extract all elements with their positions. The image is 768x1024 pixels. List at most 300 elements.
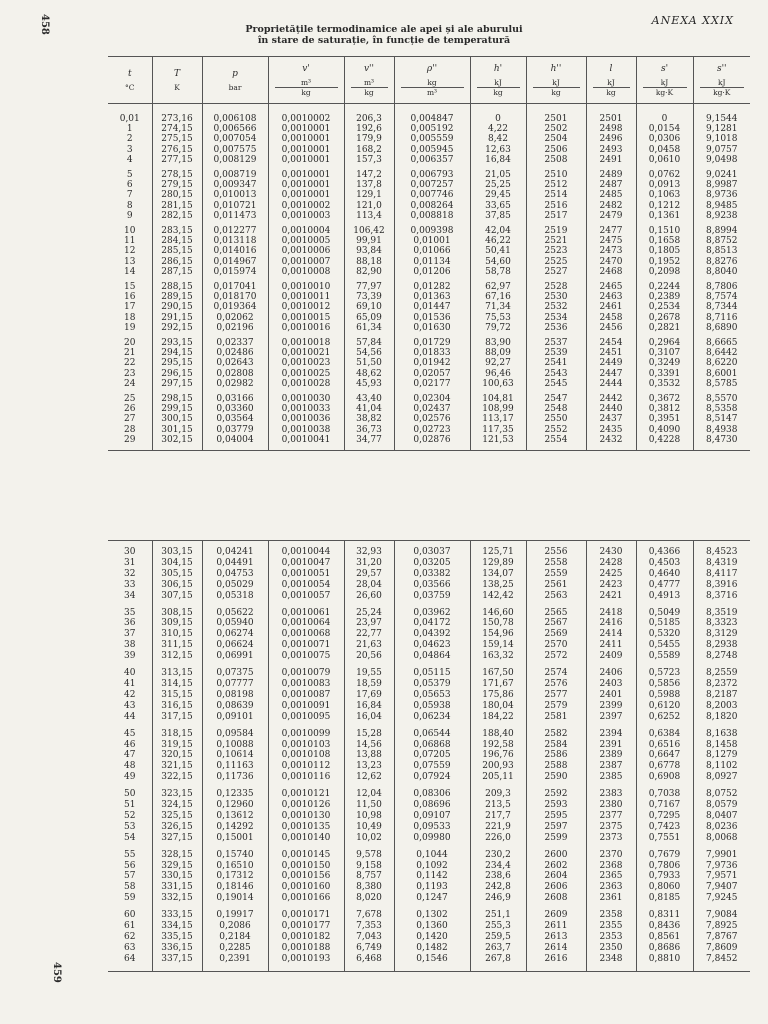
table-row xyxy=(108,701,750,712)
table-cell: 0,16510 xyxy=(202,861,268,872)
table-cell: 294,15 xyxy=(152,348,202,358)
table-cell: 0,0010075 xyxy=(268,651,344,662)
table-cell: 17,69 xyxy=(344,690,394,701)
table-cell: 2590 xyxy=(526,772,586,783)
table-cell: 0,0010193 xyxy=(268,954,344,965)
table-cell: 2517 xyxy=(526,211,586,221)
table-cell: 2487 xyxy=(586,180,636,190)
table-cell: 2599 xyxy=(526,833,586,844)
table-cell: 0,19014 xyxy=(202,893,268,904)
table-cell: 0,007257 xyxy=(394,180,470,190)
table-cell: 0,2389 xyxy=(636,292,693,302)
table-cell: 2355 xyxy=(586,921,636,932)
table-cell: 0,2098 xyxy=(636,267,693,277)
table-cell: 0,0010001 xyxy=(268,145,344,155)
table-cell: 117,35 xyxy=(470,425,526,435)
table-cell: 2440 xyxy=(586,404,636,414)
table-cell: 50 xyxy=(124,789,136,800)
table-cell: 273,16 xyxy=(152,114,202,124)
table-cell: 306,15 xyxy=(152,580,202,591)
table-cell: 2456 xyxy=(586,323,636,333)
table-row xyxy=(108,750,750,761)
table-cell: 2403 xyxy=(586,679,636,690)
table-cell: 0,0010156 xyxy=(268,871,344,882)
table-cell: 0,1482 xyxy=(394,943,470,954)
table-cell: 0,1247 xyxy=(394,893,470,904)
table-cell: 0,009347 xyxy=(202,180,268,190)
table-cell: 284,15 xyxy=(152,236,202,246)
table-cell: 2361 xyxy=(586,893,636,904)
table-cell: 14 xyxy=(124,266,136,277)
table-cell: 20 xyxy=(124,338,136,349)
table-cell: 2451 xyxy=(586,348,636,358)
table-cell: 60 xyxy=(124,910,136,921)
table-cell: 14,56 xyxy=(344,740,394,751)
table-cell: 6 xyxy=(126,180,133,191)
table-cell: 46,22 xyxy=(470,236,526,246)
table-cell: 2584 xyxy=(526,740,586,751)
table-cell: 8,5358 xyxy=(693,404,750,414)
table-cell: 0,06274 xyxy=(202,629,268,640)
table-cell: 206,3 xyxy=(344,114,394,124)
table-row xyxy=(108,789,750,800)
table-cell: 7,8452 xyxy=(693,954,750,965)
table-cell: 274,15 xyxy=(152,124,202,134)
table-cell: 7,9901 xyxy=(693,850,750,861)
table-cell: 0,4228 xyxy=(636,435,693,445)
table-cell: 323,15 xyxy=(152,789,202,800)
column-unit xyxy=(527,78,586,97)
table-cell: 328,15 xyxy=(152,850,202,861)
table-title-line-1: Proprietățile termodinamice ale apei și ale aburului xyxy=(245,24,523,35)
table-cell: 0,08306 xyxy=(394,789,470,800)
table-cell: 0,0010182 xyxy=(268,932,344,943)
table-cell: 63 xyxy=(124,942,136,953)
table-cell: 6,468 xyxy=(344,954,394,965)
table-cell: 8,2559 xyxy=(693,668,750,679)
table-row xyxy=(108,772,750,783)
table-row xyxy=(108,910,750,921)
table-row xyxy=(108,292,750,302)
table-cell: 2537 xyxy=(526,338,586,348)
table-cell: 38,82 xyxy=(344,414,394,424)
table-cell: 12,62 xyxy=(344,772,394,783)
table-row xyxy=(108,569,750,580)
table-cell: 0,5049 xyxy=(636,608,693,619)
table-cell: 2421 xyxy=(586,591,636,602)
table-cell: 10,98 xyxy=(344,811,394,822)
table-cell: 0,15740 xyxy=(202,850,268,861)
table-cell: 0 xyxy=(470,114,526,124)
table-cell: 8,0236 xyxy=(693,822,750,833)
table-cell: 0,005192 xyxy=(394,124,470,134)
table-cell: 0,8810 xyxy=(636,954,693,965)
table-cell: 0,04392 xyxy=(394,629,470,640)
table-cell: 2600 xyxy=(526,850,586,861)
column-unit xyxy=(637,78,693,97)
table-cell: 0,01066 xyxy=(394,246,470,256)
table-cell: 0,0010008 xyxy=(268,267,344,277)
table-cell: 41,04 xyxy=(344,404,394,414)
table-cell: 259,5 xyxy=(470,932,526,943)
table-cell: 0,1420 xyxy=(394,932,470,943)
table-cell: 2442 xyxy=(586,394,636,404)
table-cell: 21,05 xyxy=(470,170,526,180)
table-row xyxy=(108,558,750,569)
table-cell: 0,05379 xyxy=(394,679,470,690)
table-cell: 0,02643 xyxy=(202,358,268,368)
table-row xyxy=(108,712,750,723)
table-cell: 2567 xyxy=(526,618,586,629)
table-cell: 2363 xyxy=(586,882,636,893)
table-cell: 159,14 xyxy=(470,640,526,651)
table-cell: 277,15 xyxy=(152,155,202,165)
table-cell: 2554 xyxy=(526,435,586,445)
table-cell: 0,0010025 xyxy=(268,369,344,379)
table-cell: 51,50 xyxy=(344,358,394,368)
table-cell: 2496 xyxy=(586,134,636,144)
table-cell: 8,8276 xyxy=(693,257,750,267)
table-cell: 0,2244 xyxy=(636,282,693,292)
table-cell: 0,12960 xyxy=(202,800,268,811)
table-row xyxy=(108,323,750,333)
table-cell: 0,5988 xyxy=(636,690,693,701)
unit-numerator: kJ xyxy=(533,78,580,88)
table-cell: 2397 xyxy=(586,712,636,723)
column-header xyxy=(268,57,344,104)
table-cell: 2425 xyxy=(586,569,636,580)
table-cell: 61,34 xyxy=(344,323,394,333)
table-row xyxy=(108,369,750,379)
table-cell: 18,59 xyxy=(344,679,394,690)
table-cell: 8,1458 xyxy=(693,740,750,751)
table-cell: 55 xyxy=(124,849,136,860)
table-cell: 0,7295 xyxy=(636,811,693,822)
table-cell: 0,03759 xyxy=(394,591,470,602)
table-cell: 0,07559 xyxy=(394,761,470,772)
table-cell: 2383 xyxy=(586,789,636,800)
table-cell: 326,15 xyxy=(152,822,202,833)
table-cell: 8,4319 xyxy=(693,558,750,569)
table-row xyxy=(108,618,750,629)
table-cell: 0,0010006 xyxy=(268,246,344,256)
table-cell: 8,8040 xyxy=(693,267,750,277)
table-cell: 0,0010047 xyxy=(268,558,344,569)
table-cell: 92,27 xyxy=(470,358,526,368)
table-cell: 304,15 xyxy=(152,558,202,569)
table-cell: 0,01630 xyxy=(394,323,470,333)
table-cell: 8,2003 xyxy=(693,701,750,712)
table-cell: 2577 xyxy=(526,690,586,701)
table-cell: 0,01833 xyxy=(394,348,470,358)
column-symbol: T xyxy=(173,68,180,79)
column-header xyxy=(693,57,750,104)
table-cell: 0,18146 xyxy=(202,882,268,893)
table-cell: 0,0010044 xyxy=(268,547,344,558)
unit-numerator: kJ xyxy=(700,78,745,88)
table-cell: 2350 xyxy=(586,943,636,954)
table-row xyxy=(108,302,750,312)
table-cell: 4 xyxy=(126,154,133,165)
table-cell: 2423 xyxy=(586,580,636,591)
table-cell: 0,013118 xyxy=(202,236,268,246)
table-cell: 10,02 xyxy=(344,833,394,844)
table-cell: 0,8311 xyxy=(636,910,693,921)
table-cell: 0,05115 xyxy=(394,668,470,679)
table-cell: 2391 xyxy=(586,740,636,751)
table-cell: 0,5185 xyxy=(636,618,693,629)
unit-denominator: °C xyxy=(125,82,135,92)
table-cell: 2543 xyxy=(526,369,586,379)
table-cell: 267,8 xyxy=(470,954,526,965)
table-cell: 0,0010016 xyxy=(268,323,344,333)
table-row xyxy=(108,591,750,602)
table-cell: 134,07 xyxy=(470,569,526,580)
table-cell: 192,6 xyxy=(344,124,394,134)
table-row xyxy=(108,871,750,882)
column-header xyxy=(152,57,202,104)
table-cell: 2521 xyxy=(526,236,586,246)
table-cell: 59 xyxy=(124,893,136,904)
table-row xyxy=(108,547,750,558)
table-cell: 299,15 xyxy=(152,404,202,414)
column-header xyxy=(470,57,526,104)
table-cell: 36,73 xyxy=(344,425,394,435)
column-symbol: v'' xyxy=(363,63,375,74)
table-cell: 2430 xyxy=(586,547,636,558)
table-cell: 8,5785 xyxy=(693,379,750,389)
page-number-bottom: 459 xyxy=(51,962,62,983)
annex-label: ANEXA XXIX xyxy=(651,14,734,27)
table-cell: 0,4640 xyxy=(636,569,693,580)
table-cell: 0,008818 xyxy=(394,211,470,221)
table-cell: 2373 xyxy=(586,833,636,844)
table-cell: 2406 xyxy=(586,668,636,679)
group-spacer xyxy=(108,104,750,115)
table-cell: 2489 xyxy=(586,170,636,180)
table-cell: 52 xyxy=(124,810,136,821)
table-cell: 0,4777 xyxy=(636,580,693,591)
column-header xyxy=(586,57,636,104)
table-cell: 0,1193 xyxy=(394,882,470,893)
table-cell: 100,63 xyxy=(470,379,526,389)
table-cell: 0,0010051 xyxy=(268,569,344,580)
table-cell: 8,7344 xyxy=(693,302,750,312)
table-cell: 45 xyxy=(124,728,136,739)
table-cell: 0,14292 xyxy=(202,822,268,833)
table-cell: 0,09584 xyxy=(202,729,268,740)
table-cell: 7,353 xyxy=(344,921,394,932)
table-cell: 13,88 xyxy=(344,750,394,761)
table-cell: 282,15 xyxy=(152,211,202,221)
table-cell: 2475 xyxy=(586,236,636,246)
table-cell: 61 xyxy=(124,921,136,932)
table-cell: 0,02723 xyxy=(394,425,470,435)
table-cell: 279,15 xyxy=(152,180,202,190)
table-cell: 8,4730 xyxy=(693,435,750,445)
unit-denominator: kg xyxy=(606,87,616,97)
table-row xyxy=(108,580,750,591)
table-cell: 2604 xyxy=(526,871,586,882)
table-cell: 7,9084 xyxy=(693,910,750,921)
table-cell: 8,4117 xyxy=(693,569,750,580)
table-cell: 39 xyxy=(124,651,136,662)
table-cell: 2602 xyxy=(526,861,586,872)
table-cell: 15,28 xyxy=(344,729,394,740)
table-cell: 2561 xyxy=(526,580,586,591)
table-cell: 0,0010061 xyxy=(268,608,344,619)
table-cell: 0,0010108 xyxy=(268,750,344,761)
table-row xyxy=(108,404,750,414)
table-cell: 0,1360 xyxy=(394,921,470,932)
table-cell: 58 xyxy=(124,882,136,893)
table-cell: 0,0010087 xyxy=(268,690,344,701)
table-cell: 0,1361 xyxy=(636,211,693,221)
table-cell: 8,6001 xyxy=(693,369,750,379)
table-cell: 0,04491 xyxy=(202,558,268,569)
table-cell: 2519 xyxy=(526,226,586,236)
column-unit xyxy=(395,78,470,97)
table-cell: 309,15 xyxy=(152,618,202,629)
table-cell: 296,15 xyxy=(152,369,202,379)
table-cell: 0,04864 xyxy=(394,651,470,662)
table-cell: 163,32 xyxy=(470,651,526,662)
table-row xyxy=(108,348,750,358)
table-cell: 57,84 xyxy=(344,338,394,348)
table-cell: 2454 xyxy=(586,338,636,348)
table-cell: 288,15 xyxy=(152,282,202,292)
table-cell: 171,67 xyxy=(470,679,526,690)
table-cell: 12,63 xyxy=(470,145,526,155)
table-cell: 0,8060 xyxy=(636,882,693,893)
table-cell: 0,06624 xyxy=(202,640,268,651)
table-cell: 0,01282 xyxy=(394,282,470,292)
table-cell: 0,017041 xyxy=(202,282,268,292)
table-cell: 9,1544 xyxy=(693,114,750,124)
table-cell: 121,53 xyxy=(470,435,526,445)
table-cell: 20,56 xyxy=(344,651,394,662)
column-header xyxy=(202,57,268,104)
table-cell: 0,03564 xyxy=(202,414,268,424)
table-cell: 0,0010001 xyxy=(268,134,344,144)
table-cell: 0,0010177 xyxy=(268,921,344,932)
table-cell: 0,05622 xyxy=(202,608,268,619)
table-cell: 0,02057 xyxy=(394,369,470,379)
table-row xyxy=(108,761,750,772)
table-cell: 2365 xyxy=(586,871,636,882)
table-cell: 0,06544 xyxy=(394,729,470,740)
table-cell: 2485 xyxy=(586,190,636,200)
table-cell: 2541 xyxy=(526,358,586,368)
table-cell: 2389 xyxy=(586,750,636,761)
table-cell: 329,15 xyxy=(152,861,202,872)
table-cell: 292,15 xyxy=(152,323,202,333)
table-cell: 0,02576 xyxy=(394,414,470,424)
table-cell: 0,0762 xyxy=(636,170,693,180)
table-cell: 2597 xyxy=(526,822,586,833)
table-cell: 8,8513 xyxy=(693,246,750,256)
table-row xyxy=(108,435,750,445)
table-row xyxy=(108,394,750,404)
table-cell: 0,006357 xyxy=(394,155,470,165)
table-cell: 0,008129 xyxy=(202,155,268,165)
table-cell: 0,3107 xyxy=(636,348,693,358)
table-cell: 2428 xyxy=(586,558,636,569)
table-cell: 17 xyxy=(124,302,136,313)
table-cell: 333,15 xyxy=(152,910,202,921)
table-cell: 32,93 xyxy=(344,547,394,558)
table-cell: 44 xyxy=(124,711,136,722)
table-cell: 331,15 xyxy=(152,882,202,893)
table-cell: 332,15 xyxy=(152,893,202,904)
table-cell: 0,007054 xyxy=(202,134,268,144)
table-cell: 0,004847 xyxy=(394,114,470,124)
table-cell: 2572 xyxy=(526,651,586,662)
table-cell: 0,0010099 xyxy=(268,729,344,740)
table-cell: 157,3 xyxy=(344,155,394,165)
table-cell: 8,380 xyxy=(344,882,394,893)
table-cell: 8,7574 xyxy=(693,292,750,302)
table-cell: 2613 xyxy=(526,932,586,943)
table-cell: 29,57 xyxy=(344,569,394,580)
table-cell: 2534 xyxy=(526,313,586,323)
table-cell: 242,8 xyxy=(470,882,526,893)
table-row xyxy=(108,425,750,435)
table-cell: 2508 xyxy=(526,155,586,165)
table-row xyxy=(108,124,750,134)
table-cell: 8,757 xyxy=(344,871,394,882)
table-cell: 56 xyxy=(124,860,136,871)
table-cell: 0,01206 xyxy=(394,267,470,277)
table-cell: 2444 xyxy=(586,379,636,389)
table-cell: 0,07205 xyxy=(394,750,470,761)
table-cell: 13,23 xyxy=(344,761,394,772)
table-cell: 2458 xyxy=(586,313,636,323)
table-row xyxy=(108,211,750,221)
table-cell: 336,15 xyxy=(152,943,202,954)
table-cell: 0,3249 xyxy=(636,358,693,368)
table-cell: 2411 xyxy=(586,640,636,651)
table-cell: 6,749 xyxy=(344,943,394,954)
table-cell: 7,678 xyxy=(344,910,394,921)
table-cell: 2579 xyxy=(526,701,586,712)
table-cell: 40 xyxy=(124,668,136,679)
table-cell: 0,0010103 xyxy=(268,740,344,751)
table-row xyxy=(108,943,750,954)
table-cell: 18 xyxy=(124,312,136,323)
table-cell: 0,008264 xyxy=(394,201,470,211)
table-cell: 0,1044 xyxy=(394,850,470,861)
table-cell: 0,0010001 xyxy=(268,180,344,190)
table-cell: 0,8561 xyxy=(636,932,693,943)
table-row xyxy=(108,629,750,640)
table-cell: 2574 xyxy=(526,668,586,679)
table-row xyxy=(108,358,750,368)
column-header xyxy=(394,57,470,104)
table-cell: 8,1279 xyxy=(693,750,750,761)
table-cell: 2348 xyxy=(586,954,636,965)
table-cell: 2375 xyxy=(586,822,636,833)
table-cell: 188,40 xyxy=(470,729,526,740)
table-cell: 0,01363 xyxy=(394,292,470,302)
table-row xyxy=(108,257,750,267)
table-cell: 0,02876 xyxy=(394,435,470,445)
table-cell: 8,42 xyxy=(470,134,526,144)
table-row xyxy=(108,190,750,200)
table-cell: 0,0010001 xyxy=(268,155,344,165)
table-cell: 2539 xyxy=(526,348,586,358)
table-cell: 0,0010057 xyxy=(268,591,344,602)
